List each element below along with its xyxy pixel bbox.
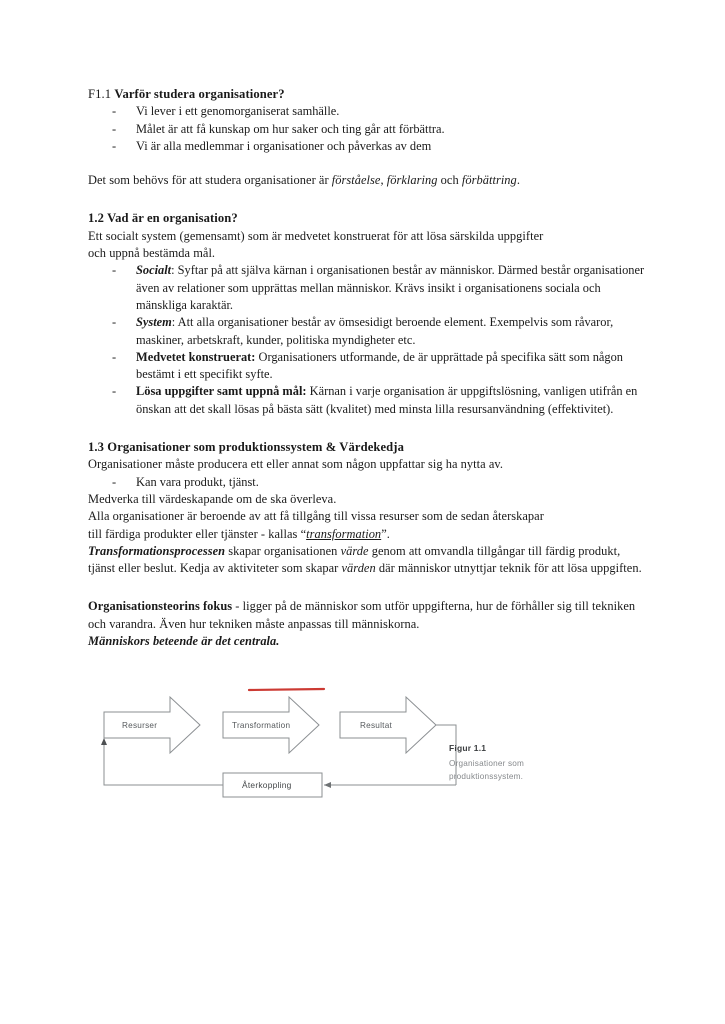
figure-caption-body: [449, 758, 579, 783]
term-losa-uppgifter: Lösa uppgifter samt uppnå mål:: [136, 384, 307, 399]
paragraph-13-line-2: Medverka till värdeskapande om de ska överleva.: [88, 491, 337, 506]
paragraph-f11-closing: [88, 172, 645, 189]
list-item: [88, 314, 645, 349]
list-item-text: Kärnan i varje organisation är uppgiftslösning, vanligen utifrån en önskan att det skall lösas på bästa sätt (kvalitet) med minsta lilla resursanvändning (effektivitet).: [136, 384, 638, 416]
section-heading-12: [88, 210, 645, 227]
text-run: - ligger på de människor som utför uppgifterna, hur de förhåller sig till tekniken och varandra. Även hur tekniken måste anpassas till människorna.: [88, 599, 636, 631]
term-system: System: [136, 315, 172, 330]
bullet-list-13: [88, 474, 645, 491]
section-number-f11: F1.1: [88, 87, 115, 101]
section-heading-f11: [88, 86, 645, 103]
list-item-text: Att alla organisationer består av ömsesidigt beroende element. Exempelvis som råvaror, maskiner, arbetskraft, kunder, politiska myndigheter etc.: [136, 315, 614, 347]
spacer: [88, 189, 645, 210]
dash-marker: -: [112, 474, 117, 489]
list-item-text: Vi är alla medlemmar i organisationer och påverkas av dem: [136, 138, 432, 153]
spacer: [88, 650, 645, 671]
list-item: [88, 349, 645, 384]
separator: :: [171, 263, 178, 278]
dash-marker: -: [112, 315, 117, 330]
list-item-text: Organisationers utformande, de är upprättade på specifika sätt som någon bestämt i ett specifikt syfte.: [136, 349, 624, 382]
emphasis-transformation: transformation: [306, 526, 382, 541]
separator: :: [171, 315, 178, 330]
text-run: skapar organisationen: [225, 543, 341, 558]
list-item: [88, 121, 645, 138]
dash-marker: -: [112, 263, 117, 278]
list-item: [88, 138, 645, 155]
term-organisationsteorins-fokus: Organisationsteorins fokus: [88, 599, 233, 614]
section-heading-13: [88, 439, 645, 456]
arrow-label-resultat: Resultat: [360, 721, 393, 731]
bullet-list-12: [88, 262, 645, 418]
figure-1-1: [92, 685, 652, 825]
paragraph-organisationsteorins-fokus: [88, 598, 645, 633]
red-highlight-line: [249, 689, 324, 690]
section-number-13: 1.3: [88, 440, 108, 455]
text-run: genom att omvandla tillgångar till färdig produkt, tjänst eller beslut. Kedja av aktiviteter som skapar: [88, 543, 621, 576]
list-item: [88, 474, 645, 491]
figure-caption-title: Figur 1.1: [449, 743, 487, 754]
list-item: [88, 262, 645, 314]
dash-marker: -: [112, 104, 117, 119]
paragraph-13-line-3: Alla organisationer är beroende av att få tillgång till vissa resurser som de sedan återskapar: [88, 509, 544, 524]
list-item: [88, 383, 645, 418]
text-run: och: [437, 173, 462, 188]
paragraph-13-line-4: [88, 526, 645, 543]
figure-caption-line-2: produktionssystem.: [449, 771, 524, 781]
arrow-label-resurser: Resurser: [122, 721, 158, 731]
spacer: [88, 155, 645, 172]
emphasis-varden: värden: [341, 561, 376, 576]
list-item: [88, 103, 645, 120]
emphasis-varde: värde: [340, 543, 369, 558]
dash-marker: -: [112, 349, 117, 364]
section-title-12: Vad är en organisation?: [107, 211, 238, 226]
list-item-text: Syftar på att själva kärnan i organisationen består av människor. Därmed består organisationer även av relationer som upprättas mellan människor. Krävs insikt i organisationens sociala och mänskliga karaktär.: [136, 263, 645, 312]
section-title-f11: Varför studera organisationer?: [114, 87, 285, 101]
text-run: ”.: [381, 526, 390, 541]
paragraph-transformationsprocessen: [88, 543, 645, 578]
list-item-text: Målet är att få kunskap om hur saker och ting går att förbättra.: [136, 121, 445, 136]
arrow-label-transformation: Transformation: [232, 721, 291, 731]
paragraph-13-line-1: Organisationer måste producera ett eller annat som någon uppfattar sig ha nytta av.: [88, 457, 503, 472]
feedback-arrowhead-into-resurser: [101, 738, 107, 745]
term-socialt: Socialt: [136, 263, 172, 278]
dash-marker: -: [112, 384, 117, 399]
dash-marker: -: [112, 138, 117, 153]
dash-marker: -: [112, 121, 117, 136]
term-transformationsprocessen: Transformationsprocessen: [88, 543, 226, 558]
spacer: [88, 671, 645, 685]
text-run: .: [516, 173, 520, 188]
paragraph-12-intro-1: Ett socialt system (gemensamt) som är medvetet konstruerat för att lösa särskilda uppgifter: [88, 228, 544, 243]
paragraph-manniskors-beteende: Människors beteende är det centrala.: [88, 634, 280, 649]
spacer: [88, 418, 645, 439]
figure-caption: [449, 742, 579, 783]
text-run: Det som behövs för att studera organisationer är: [88, 173, 332, 188]
paragraph-12-intro-2: och uppnå bestämda mål.: [88, 246, 216, 261]
bullet-list-f11: [88, 103, 645, 155]
emphasis-forbattring: förbättring: [461, 173, 517, 188]
figure-caption-line-1: Organisationer som: [449, 759, 525, 769]
feedback-line-return: [104, 741, 223, 785]
section-title-13: Organisationer som produktionssystem & Värdekedja: [107, 440, 404, 455]
text-run: där människor utnyttjar teknik för att lösa uppgiften.: [375, 561, 642, 576]
list-item-text: Vi lever i ett genomorganiserat samhälle.: [136, 104, 340, 119]
document-body: [88, 86, 645, 825]
spacer: [88, 577, 645, 598]
section-number-12: 1.2: [88, 211, 108, 226]
feedback-arrowhead-into-box: [324, 782, 331, 788]
term-medvetet-konstruerat: Medvetet konstruerat:: [136, 349, 256, 364]
emphasis-forstaelse-forklaring: förståelse, förklaring: [331, 173, 438, 188]
text-run: till färdiga produkter eller tjänster - kallas “: [88, 526, 307, 541]
list-item-text: Kan vara produkt, tjänst.: [136, 474, 259, 489]
feedback-box-label: Återkoppling: [242, 780, 292, 791]
